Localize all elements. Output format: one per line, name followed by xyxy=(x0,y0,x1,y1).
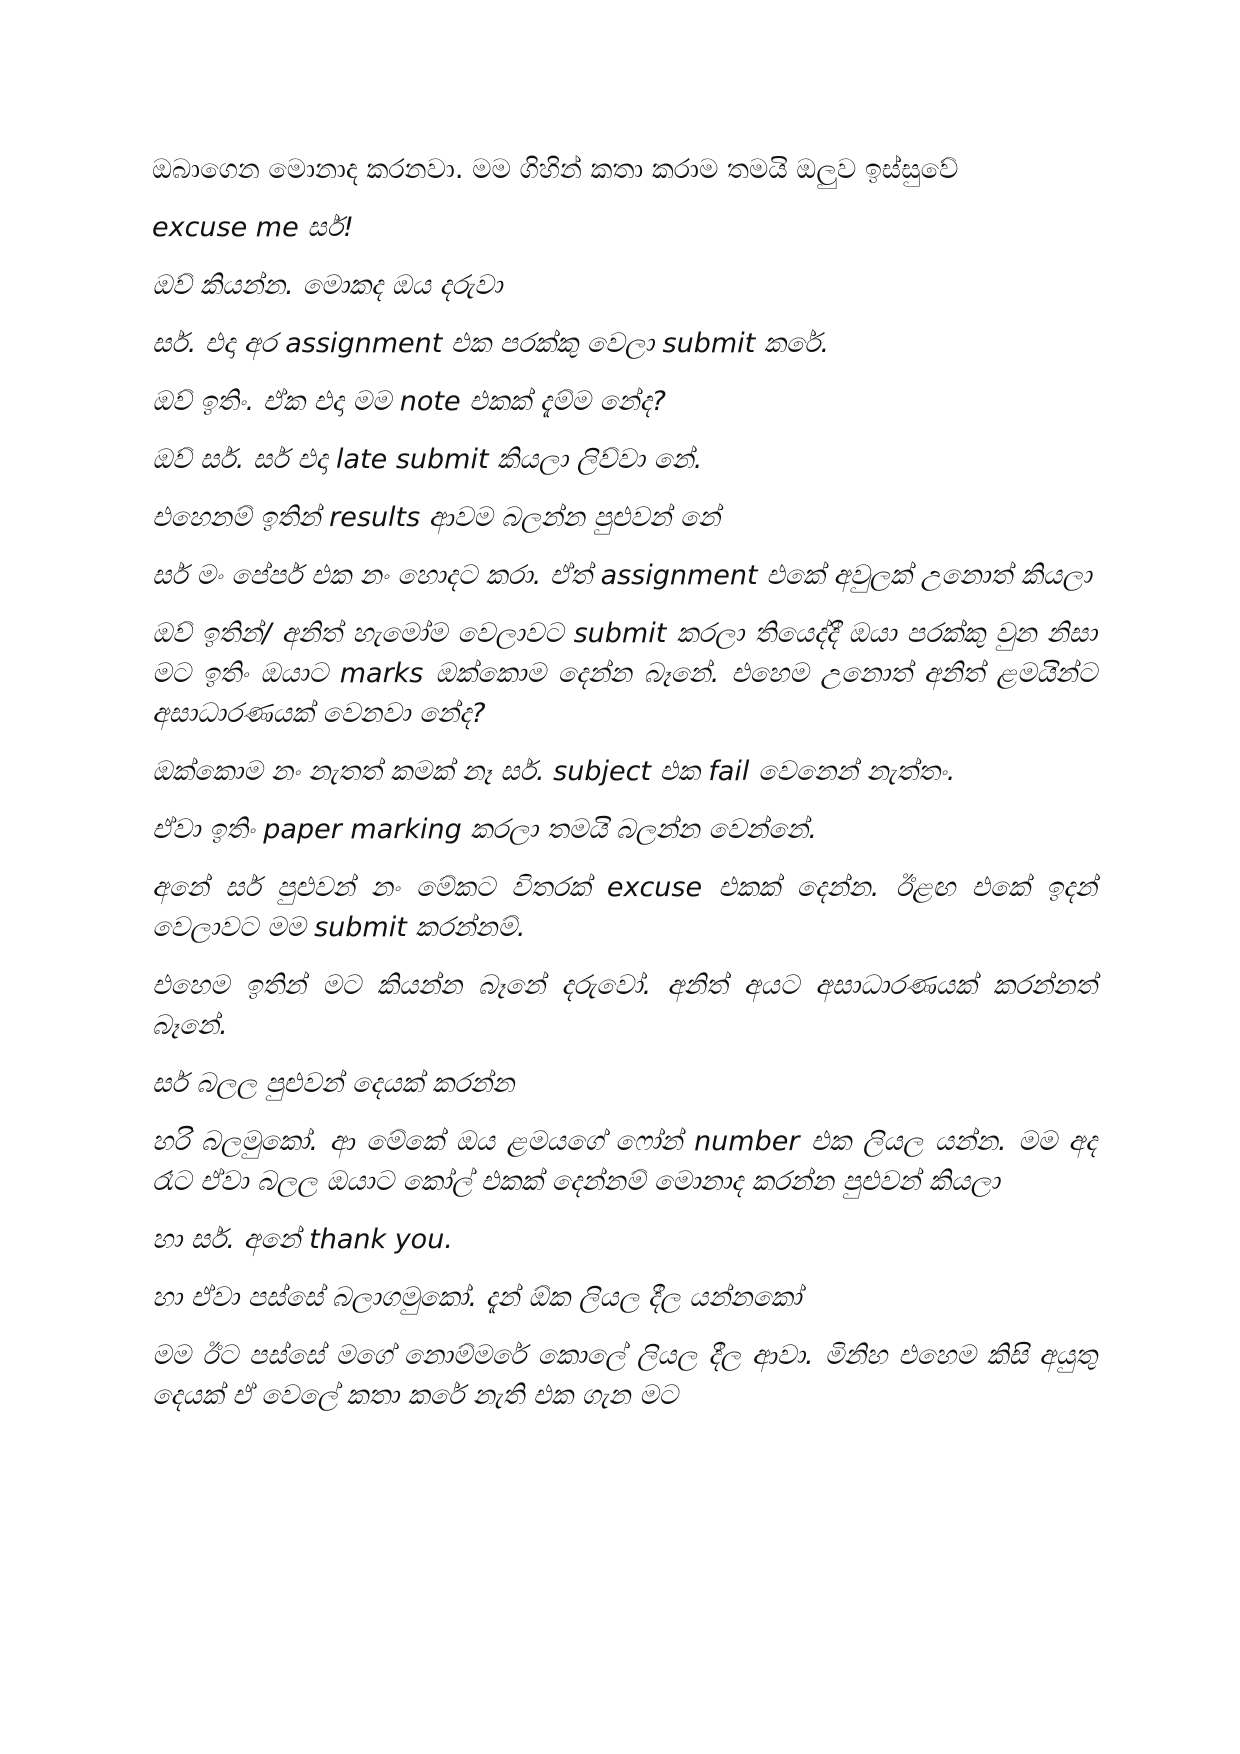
paragraph: excuse me සර්! xyxy=(152,212,354,243)
paragraph: ඔබාගෙන මොනාද කරනවා. මම ගිහින් කතා කරාම තමයි ඔලුව ඉස්සුවේ xyxy=(152,154,959,185)
paragraph: අනේ සර් පුළුවන් නං මේකට විතරක් excuse එකක් දෙන්න. ඊළඟ එකේ ඉදන් වෙලාවට මම submit කරන්නම්. xyxy=(152,872,1097,943)
paragraph: ඔව් ඉතිං. ඒක එදා මම note එකක් දැම්ම නේද? xyxy=(152,386,666,417)
paragraph: හරි බලමුකෝ. ආ මේකේ ඔය ළමයගේ ෆෝන් number එක ලියල යන්න. මම අද රෑට ඒවා බලල ඔයාට කෝල් එකක් දෙන්නම් මොනාද කරන්න පුළුවන් කියලා xyxy=(152,1126,1097,1197)
paragraph: සර් බලල පුළුවන් දෙයක් කරන්න xyxy=(152,1068,515,1099)
paragraph: ඔක්කොම නං නැතත් කමක් නෑ සර්. subject එක fail වෙනෙන් නැත්තං. xyxy=(152,756,956,787)
paragraph: මම ඊට පස්සේ මගේ නොම්මරේ කොලේ ලියල දීල ආවා. මිනිහ එහෙම කිසි අයුතු දෙයක් ඒ වෙලේ කතා කරේ නැති එක ගැන මට xyxy=(152,1340,1097,1411)
paragraph: ඔව් සර්. සර් එදා late submit කියලා ලිව්වා නේ. xyxy=(152,444,703,475)
paragraph: ඔව් ඉතින්/ අනිත් හැමෝම වෙලාවට submit කරලා තියෙද්දී ඔයා පරක්කු වුන නිසා මට ඉතිං ඔයාට marks ඔක්කොම දෙන්න බෑනේ. එහෙම උනොත් අනිත් ළමයින්ට අසාධාරණයක් වෙනවා නේද? xyxy=(152,618,1097,729)
paragraph: සර් මං පේපර් එක නං හොදට කරා. ඒත් assignment එකේ අවුලක් උනොත් කියලා xyxy=(152,560,1092,591)
paragraph: එහෙනම් ඉතින් results ආවම බලන්න පුළුවන් නේ xyxy=(152,502,721,533)
document-body xyxy=(152,150,1097,1434)
paragraph: හා සර්. අනේ thank you. xyxy=(152,1224,453,1255)
paragraph: එහෙම ඉතින් මට කියන්න බෑනේ දරුවෝ. අනිත් අයට අසාධාරණයක් කරන්නත් බෑනේ. xyxy=(152,970,1097,1041)
paragraph: හා ඒවා පස්සේ බලාගමුකෝ. දැන් ඕක ලියල දීල යන්නකෝ xyxy=(152,1282,802,1313)
paragraph: සර්. එදා අර assignment එක පරක්කු වෙලා submit කරේ. xyxy=(152,328,830,359)
paragraph: ඔව් කියන්න. මොකද ඔය දරුවා xyxy=(152,270,503,301)
paragraph: ඒවා ඉතිං paper marking කරලා තමයි බලන්න වෙන්නේ. xyxy=(152,814,817,845)
